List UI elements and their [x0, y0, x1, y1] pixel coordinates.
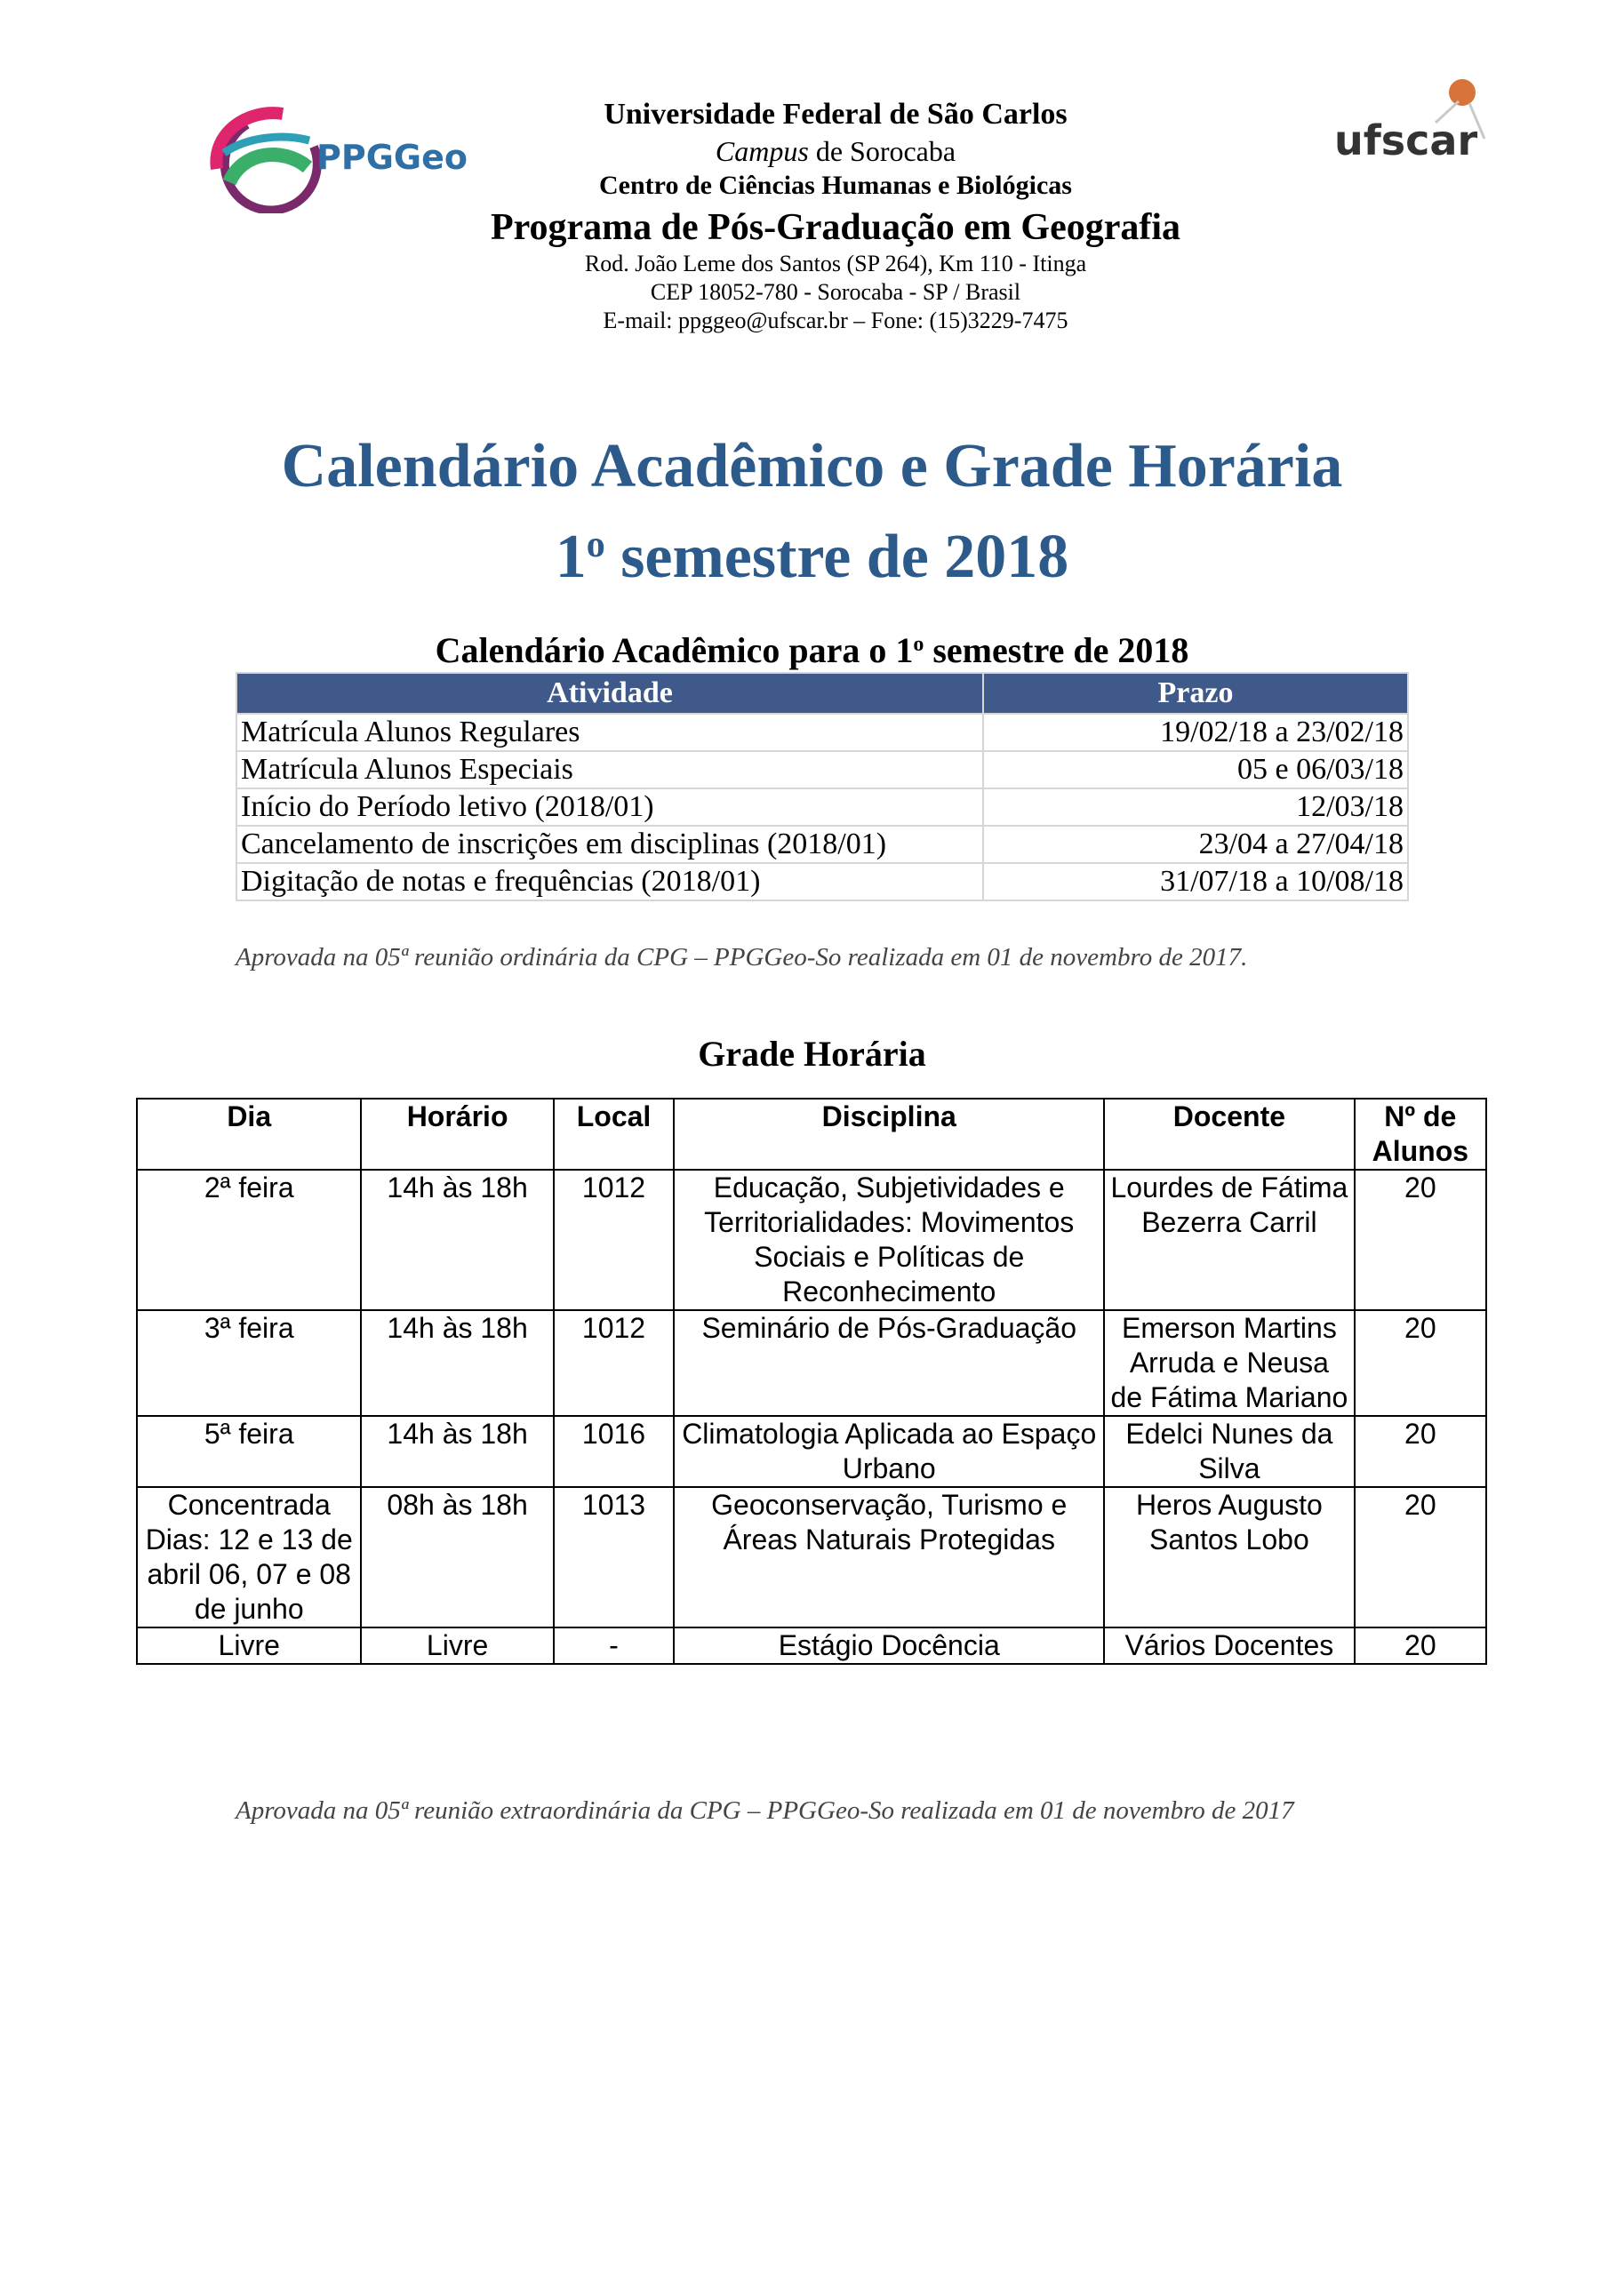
table-row — [236, 826, 1408, 863]
table-row — [137, 1627, 1486, 1664]
students-cell: 20 — [1355, 1310, 1486, 1416]
teacher-cell: Heros Augusto Santos Lobo — [1104, 1487, 1354, 1627]
calendar-table — [236, 672, 1409, 901]
table-row — [236, 714, 1408, 751]
campus-city: de Sorocaba — [808, 135, 956, 167]
subtitle-ordinal: o — [586, 524, 605, 565]
teacher-cell: Lourdes de Fátima Bezerra Carril — [1104, 1170, 1354, 1310]
day-cell: 3ª feira — [137, 1310, 361, 1416]
calendar-title — [0, 629, 1624, 671]
day-cell: Livre — [137, 1627, 361, 1664]
time-cell: 14h às 18h — [361, 1416, 553, 1487]
activity-cell: Digitação de notas e frequências (2018/01) — [236, 863, 983, 900]
course-cell: Climatologia Aplicada ao Espaço Urbano — [674, 1416, 1104, 1487]
table-row — [236, 751, 1408, 788]
schedule-table — [136, 1098, 1487, 1665]
document-title: Calendário Acadêmico e Grade Horária — [281, 432, 1343, 500]
ufscar-logo — [1329, 69, 1507, 185]
activity-cell: Início do Período letivo (2018/01) — [236, 788, 983, 826]
students-cell: 20 — [1355, 1170, 1486, 1310]
room-cell: 1012 — [554, 1170, 675, 1310]
address-line: CEP 18052-780 - Sorocaba - SP / Brasil — [650, 279, 1021, 305]
schedule-header-row — [137, 1099, 1486, 1170]
address-line: Rod. João Leme dos Santos (SP 264), Km 110 - Itinga — [584, 251, 1087, 276]
deadline-cell: 12/03/18 — [983, 788, 1408, 826]
time-cell: 14h às 18h — [361, 1310, 553, 1416]
table-row — [137, 1310, 1486, 1416]
column-header-time: Horário — [361, 1099, 553, 1170]
students-cell: 20 — [1355, 1487, 1486, 1627]
activity-cell: Matrícula Alunos Especiais — [236, 751, 983, 788]
university-name: Universidade Federal de São Carlos — [604, 98, 1068, 131]
students-cell: 20 — [1355, 1627, 1486, 1664]
deadline-cell: 31/07/18 a 10/08/18 — [983, 863, 1408, 900]
campus-name — [444, 135, 1227, 168]
time-cell: Livre — [361, 1627, 553, 1664]
activity-cell: Matrícula Alunos Regulares — [236, 714, 983, 751]
room-cell: 1016 — [554, 1416, 675, 1487]
course-cell: Seminário de Pós-Graduação — [674, 1310, 1104, 1416]
campus-word: Campus — [715, 135, 809, 167]
deadline-cell: 19/02/18 a 23/02/18 — [983, 714, 1408, 751]
students-cell: 20 — [1355, 1416, 1486, 1487]
calendar-title-rest: semestre de 2018 — [924, 630, 1189, 670]
course-cell: Educação, Subjetividades e Territorialidades: Movimentos Sociais e Políticas de Reconhecimento — [674, 1170, 1104, 1310]
table-row — [137, 1416, 1486, 1487]
room-cell: - — [554, 1627, 675, 1664]
column-header-room: Local — [554, 1099, 675, 1170]
table-row — [137, 1487, 1486, 1627]
column-header-teacher: Docente — [1104, 1099, 1354, 1170]
activity-cell: Cancelamento de inscrições em disciplinas (2018/01) — [236, 826, 983, 863]
program-name: Programa de Pós-Graduação em Geografia — [490, 207, 1181, 248]
schedule-approval-note: Aprovada na 05ª reunião extraordinária da CPG – PPGGeo-So realizada em 01 de novembro de 2017 — [236, 1796, 1294, 1825]
calendar-approval-note: Aprovada na 05ª reunião ordinária da CPG – PPGGeo-So realizada em 01 de novembro de 2017. — [236, 943, 1248, 972]
deadline-cell: 23/04 a 27/04/18 — [983, 826, 1408, 863]
letterhead — [0, 0, 1624, 356]
teacher-cell: Vários Docentes — [1104, 1627, 1354, 1664]
teacher-cell: Emerson Martins Arruda e Neusa de Fátima Mariano — [1104, 1310, 1354, 1416]
subtitle-rest: semestre de 2018 — [604, 523, 1069, 592]
calendar-title-ordinal: o — [913, 632, 924, 656]
day-cell: 5ª feira — [137, 1416, 361, 1487]
column-header-students: Nº de Alunos — [1355, 1099, 1486, 1170]
column-header-activity: Atividade — [236, 673, 983, 714]
teacher-cell: Edelci Nunes da Silva — [1104, 1416, 1354, 1487]
schedule-title: Grade Horária — [698, 1034, 926, 1074]
column-header-deadline: Prazo — [983, 673, 1408, 714]
day-cell: Concentrada Dias: 12 e 13 de abril 06, 07 e 08 de junho — [137, 1487, 361, 1627]
center-name: Centro de Ciências Humanas e Biológicas — [599, 171, 1072, 200]
deadline-cell: 05 e 06/03/18 — [983, 751, 1408, 788]
time-cell: 08h às 18h — [361, 1487, 553, 1627]
table-row — [137, 1170, 1486, 1310]
day-cell: 2ª feira — [137, 1170, 361, 1310]
course-cell: Estágio Docência — [674, 1627, 1104, 1664]
calendar-header-row — [236, 673, 1408, 714]
ppggeo-logo-text: PPGGeo — [316, 138, 468, 177]
column-header-course: Disciplina — [674, 1099, 1104, 1170]
table-row — [236, 788, 1408, 826]
time-cell: 14h às 18h — [361, 1170, 553, 1310]
document-subtitle — [0, 523, 1624, 592]
room-cell: 1013 — [554, 1487, 675, 1627]
ufscar-logo-text: ufscar — [1334, 116, 1478, 164]
column-header-day: Dia — [137, 1099, 361, 1170]
calendar-title-text: Calendário Acadêmico para o 1 — [435, 630, 914, 670]
contact-line: E-mail: ppggeo@ufscar.br – Fone: (15)3229-7475 — [603, 308, 1068, 333]
course-cell: Geoconservação, Turismo e Áreas Naturais Protegidas — [674, 1487, 1104, 1627]
subtitle-number: 1 — [555, 523, 587, 592]
table-row — [236, 863, 1408, 900]
room-cell: 1012 — [554, 1310, 675, 1416]
